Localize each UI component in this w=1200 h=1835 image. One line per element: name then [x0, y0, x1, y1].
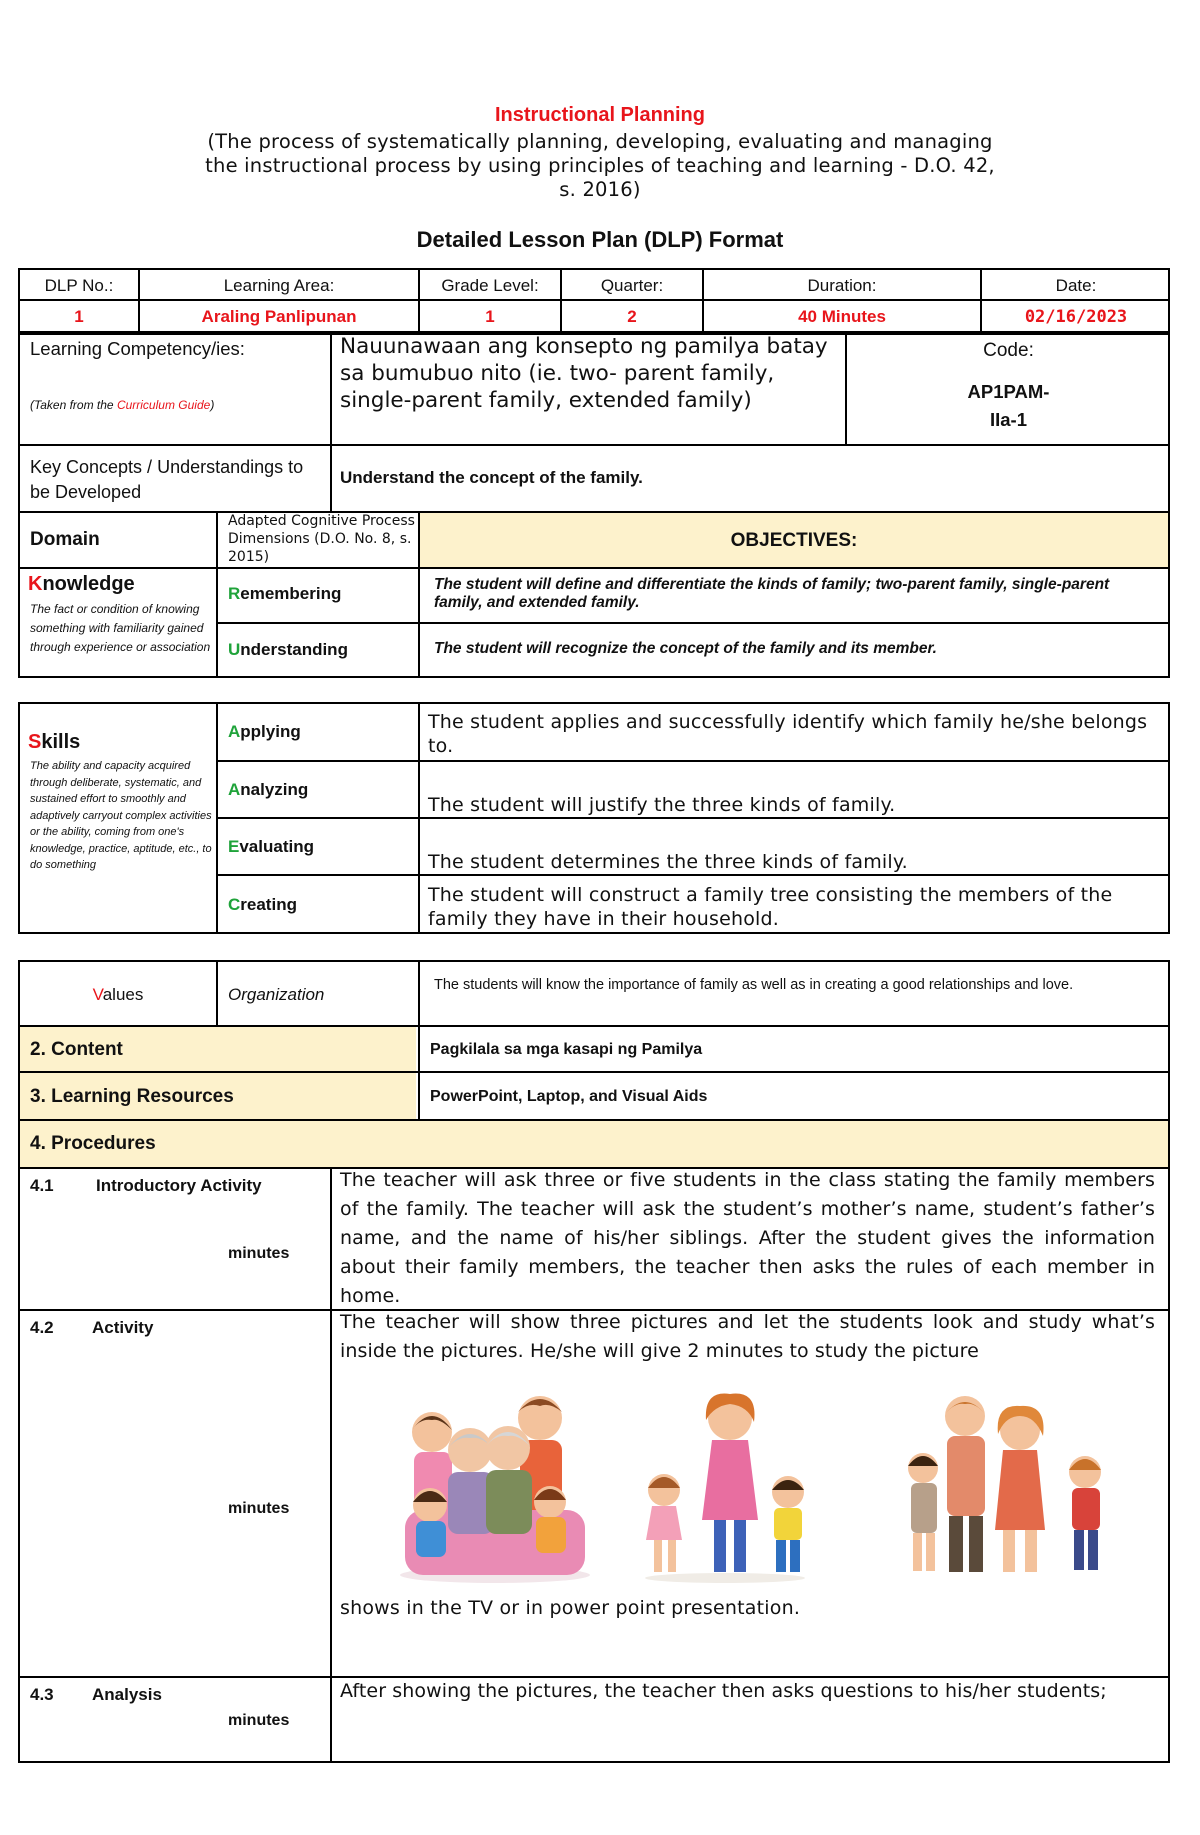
procedure-4-3-text: After showing the pictures, the teacher then asks questions to his/her students;: [340, 1680, 1107, 1702]
procedure-4-1-text: The teacher will ask three or five students in the class stating the family members of the family. The teacher will ask the student’s mother’s name, student’s father’s name, and the name of his/her siblings. After the student gives the information about their family members, the teacher then asks the rules of each member in home.: [340, 1169, 1155, 1307]
code-label: Code:: [983, 340, 1034, 361]
format-title: Detailed Lesson Plan (DLP) Format: [416, 227, 784, 252]
skills-label: Skills: [28, 731, 81, 753]
applying-label: Applying: [228, 722, 301, 741]
remembering-label: Remembering: [228, 584, 342, 603]
document-subtitle: (The process of systematically planning, developing, evaluating and managing the instructional process by using principles of teaching and learning - D.O. 42, s. 2016): [205, 130, 995, 201]
applying-objective: The student applies and successfully identify which family he/she belongs to.: [428, 711, 1148, 757]
procedure-4-2-number: 4.2: [30, 1318, 54, 1337]
resources-label: 3. Learning Resources: [30, 1086, 234, 1107]
adapted-dimensions-label: Adapted Cognitive Process Dimensions (D.O. No. 8, s. 2015): [228, 513, 415, 565]
evaluating-objective: The student determines the three kinds of family.: [428, 851, 908, 873]
code-value-line2: IIa-1: [989, 409, 1028, 430]
skills-description: The ability and capacity acquired through deliberate, systematic, and sustained effort to smoothly and adaptively carryout complex activities or the ability, coming from one's knowledge, practice, aptitude, etc., to do something: [30, 760, 212, 871]
code-value-line1: AP1PAM-: [967, 381, 1050, 402]
curriculum-guide-note: (Taken from the Curriculum Guide): [30, 398, 215, 412]
procedure-4-2-minutes: minutes: [228, 1500, 290, 1517]
content-text: Pagkilala sa mga kasapi ng Pamilya: [430, 1041, 703, 1058]
knowledge-description: The fact or condition of knowing something with familiarity gained through experience or association: [30, 602, 211, 654]
evaluating-label: Evaluating: [228, 837, 314, 856]
procedure-4-1-title: Introductory Activity: [96, 1176, 262, 1195]
competency-text: Nauunawaan ang konsepto ng pamilya batay sa bumubuo nito (ie. two- parent family, single-parent family, extended family): [340, 334, 828, 413]
content-label: 2. Content: [30, 1039, 123, 1060]
competency-label: Learning Competency/ies:: [30, 338, 245, 359]
procedure-4-2-text: The teacher will show three pictures and let the students look and study what’s inside the pictures. He/she will give 2 minutes to study the picture: [340, 1311, 1155, 1362]
learning-area-value: Araling Panlipunan: [201, 307, 357, 326]
understanding-objective: The student will recognize the concept of the family and its member.: [434, 640, 937, 657]
extended-family-picture: [390, 1390, 600, 1585]
analyzing-label: Analyzing: [228, 780, 309, 799]
knowledge-label: Knowledge: [28, 573, 135, 595]
procedure-4-3-title: Analysis: [92, 1685, 162, 1704]
procedure-4-1-number: 4.1: [30, 1176, 54, 1195]
procedure-4-2-title: Activity: [92, 1318, 154, 1337]
key-concepts-text: Understand the concept of the family.: [340, 468, 643, 487]
quarter-label: Quarter:: [600, 276, 664, 295]
duration-label: Duration:: [807, 276, 877, 295]
understanding-label: Understanding: [228, 640, 348, 659]
curriculum-guide-link: Curriculum Guide: [116, 398, 211, 412]
date-label: Date:: [1055, 276, 1097, 295]
procedures-label: 4. Procedures: [30, 1133, 156, 1154]
learning-area-label: Learning Area:: [223, 276, 335, 295]
procedure-4-2-text-after: shows in the TV or in power point presentation.: [340, 1597, 801, 1619]
dlp-no-value: 1: [74, 307, 84, 326]
domain-label: Domain: [30, 529, 100, 550]
values-label: Values: [92, 985, 144, 1004]
two-parent-family-picture: [895, 1390, 1115, 1585]
duration-value: 40 Minutes: [798, 307, 886, 326]
values-objective: The students will know the importance of family as well as in creating a good relationships and love.: [434, 977, 1074, 993]
procedure-4-1-minutes: minutes: [228, 1245, 290, 1262]
document-title: Instructional Planning: [494, 104, 705, 126]
dlp-no-label: DLP No.:: [44, 276, 114, 295]
values-dimension: Organization: [228, 985, 325, 1004]
date-value: 02/16/2023: [1024, 307, 1128, 327]
key-concepts-label: Key Concepts / Understandings to be Developed: [30, 457, 304, 502]
procedure-4-3-minutes: minutes: [228, 1712, 290, 1729]
remembering-objective: The student will define and differentiate the kinds of family; two-parent family, single-parent family, and extended family.: [434, 576, 1110, 611]
quarter-value: 2: [627, 307, 637, 326]
analyzing-objective: The student will justify the three kinds of family.: [428, 794, 896, 816]
creating-label: Creating: [228, 895, 297, 914]
grade-level-label: Grade Level:: [441, 276, 539, 295]
resources-text: PowerPoint, Laptop, and Visual Aids: [430, 1088, 708, 1105]
procedure-4-3-number: 4.3: [30, 1685, 54, 1704]
single-parent-family-picture: [630, 1390, 820, 1585]
objectives-label: OBJECTIVES:: [730, 530, 858, 551]
creating-objective: The student will construct a family tree consisting the members of the family they have in their household.: [428, 884, 1113, 930]
grade-level-value: 1: [485, 307, 495, 326]
